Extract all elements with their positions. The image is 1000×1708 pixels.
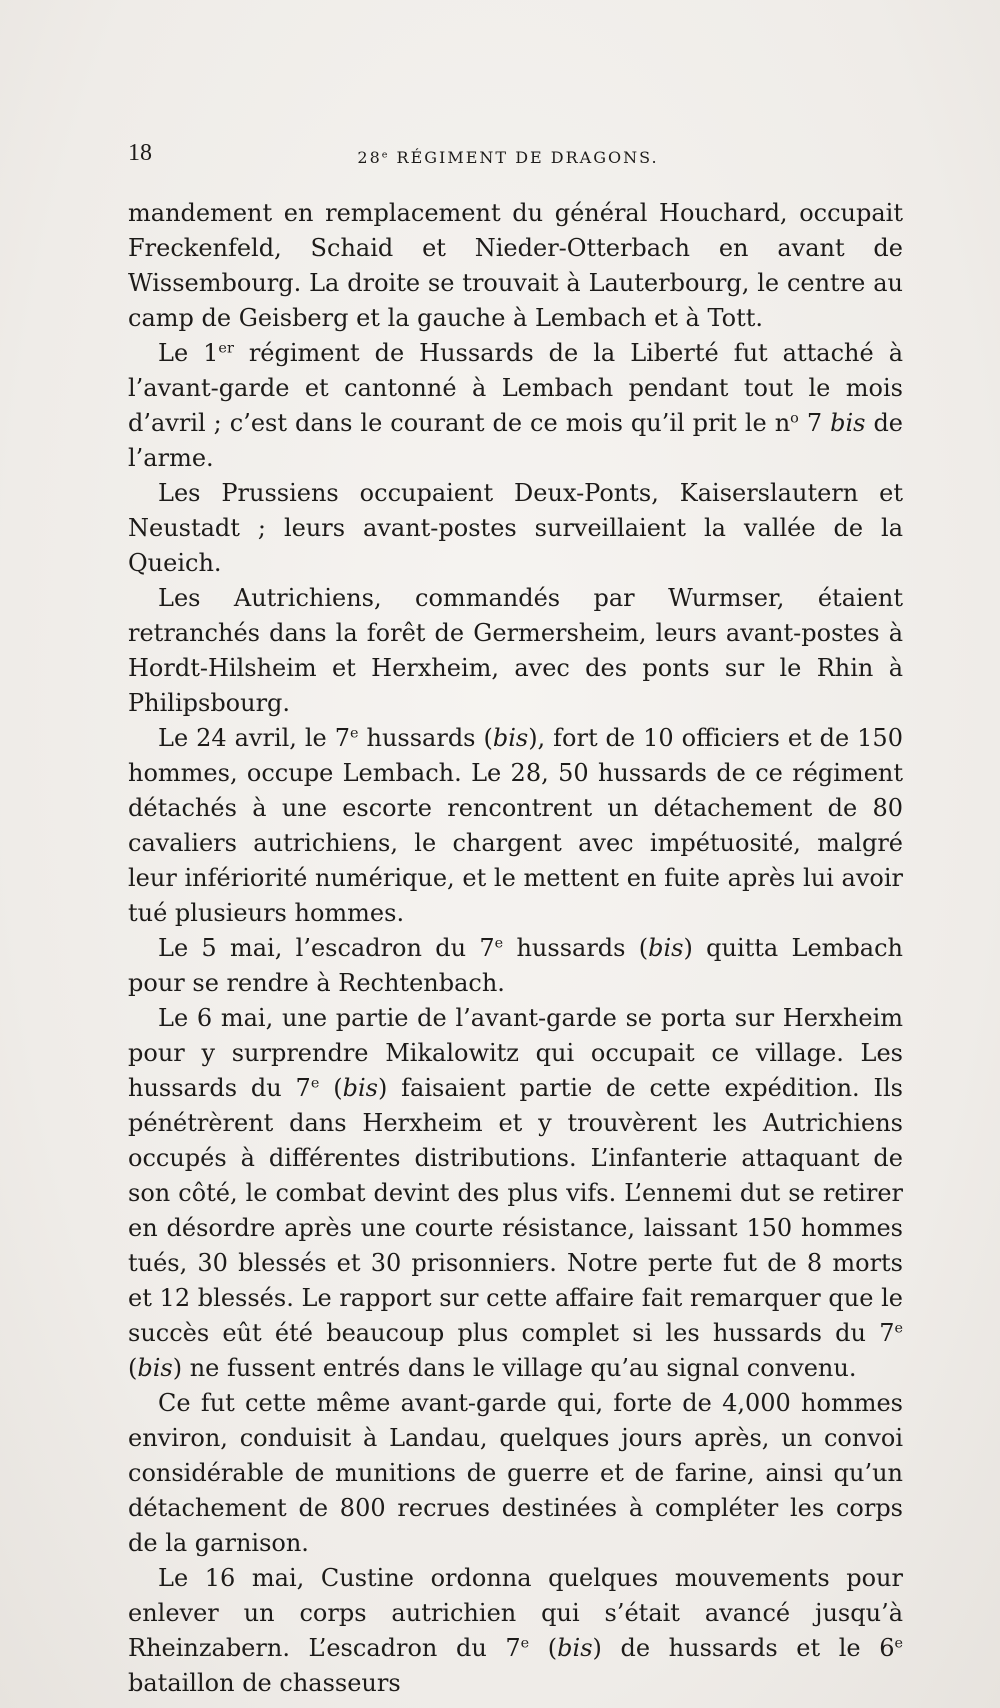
- text-run: (: [529, 1634, 558, 1662]
- superscript: e: [494, 935, 504, 952]
- text-run: ), fort de 10 officiers et de 150 hommes, occupe Lembach. Le 28, 50 hussards de ce régiment détachés à une escorte rencontrent un détachement de 80 cavaliers autrichiens, le chargent avec impétuosité, malgré leur infériorité numérique, et le mettent en fuite après lui avoir tué plusieurs hommes.: [128, 724, 903, 927]
- body-text: [128, 196, 903, 1701]
- text-run: Le 5 mai, l’escadron du 7: [158, 934, 495, 962]
- page-number: 18: [128, 140, 152, 166]
- text-run: 7: [798, 409, 831, 437]
- text-run: bataillon de chasseurs: [128, 1669, 401, 1697]
- italic-text: bis: [492, 724, 529, 752]
- running-title: [128, 148, 888, 167]
- superscript: e: [310, 1075, 320, 1092]
- paragraph: [128, 931, 903, 1001]
- paragraph: Ce fut cette même avant-garde qui, forte de 4,000 hommes environ, conduisit à Landau, quelques jours après, un convoi considérable de munitions de guerre et de farine, ainsi qu’un détachement de 800 recrues destinées à compléter les corps de la garnison.: [128, 1389, 903, 1557]
- superscript: e: [894, 1320, 903, 1337]
- text-run: (: [128, 1354, 138, 1382]
- paragraph: mandement en remplacement du général Houchard, occupait Freckenfeld, Schaid et Nieder-Otterbach en avant de Wissembourg. La droite se trouvait à Lauterbourg, le centre au camp de Geisberg et la gauche à Lembach et à Tott.: [128, 199, 903, 332]
- page-header: [128, 140, 888, 180]
- italic-text: bis: [137, 1354, 173, 1382]
- running-title-number: 28: [357, 148, 382, 167]
- running-title-superscript: e: [381, 149, 390, 161]
- paragraph: [128, 1001, 903, 1386]
- text-run: Le 1: [158, 339, 219, 367]
- superscript: er: [218, 340, 234, 357]
- text-run: ) ne fussent entrés dans le village qu’au signal convenu.: [172, 1354, 857, 1382]
- superscript: e: [520, 1635, 530, 1652]
- paragraph: [128, 721, 903, 931]
- superscript: o: [790, 410, 799, 427]
- italic-text: bis: [342, 1074, 378, 1102]
- text-run: régiment de Hussards de la Liberté fut attaché à l’avant-garde et cantonné à Lembach pendant tout le mois d’avril ; c’est dans le courant de ce mois qu’il prit le n: [128, 339, 903, 437]
- paragraph: Les Prussiens occupaient Deux-Ponts, Kaiserslautern et Neustadt ; leurs avant-postes surveillaient la vallée de la Queich.: [128, 479, 903, 577]
- paragraph: Les Autrichiens, commandés par Wurmser, étaient retranchés dans la forêt de Germersheim, leurs avant-postes à Hordt-Hilsheim et Herxheim, avec des ponts sur le Rhin à Philipsbourg.: [128, 584, 903, 717]
- text-run: ) quitta Lembach pour se rendre à Rechtenbach.: [128, 934, 903, 997]
- italic-text: bis: [830, 409, 866, 437]
- text-run: Le 24 avril, le 7: [158, 724, 350, 752]
- italic-text: bis: [648, 934, 684, 962]
- text-run: ) faisaient partie de cette expédition. Ils pénétrèrent dans Herxheim et y trouvèrent les Autrichiens occupés à différentes distributions. L’infanterie attaquant de son côté, le combat devint des plus vifs. L’ennemi dut se retirer en désordre après une courte résistance, laissant 150 hommes tués, 30 blessés et 30 prisonniers. Notre perte fut de 8 morts et 12 blessés. Le rapport sur cette affaire fait remarquer que le succès eût été beaucoup plus complet si les hussards du 7: [128, 1074, 904, 1347]
- text-run: Le 16 mai, Custine ordonna quelques mouvements pour enlever un corps autrichien qui s’était avancé jusqu’à Rheinzabern. L’escadron du 7: [128, 1564, 903, 1662]
- paragraph: [128, 336, 903, 476]
- text-run: ) de hussards et le 6: [592, 1634, 895, 1662]
- text-run: (: [319, 1074, 343, 1102]
- text-run: hussards (: [358, 724, 493, 752]
- paragraph: [128, 1561, 903, 1701]
- superscript: e: [350, 725, 359, 742]
- text-run: de l’arme.: [128, 409, 904, 472]
- superscript: e: [894, 1635, 904, 1652]
- text-run: hussards (: [503, 934, 649, 962]
- text-run: Le 6 mai, une partie de l’avant-garde se porta sur Herxheim pour y surprendre Mikalowitz qui occupait ce village. Les hussards du 7: [128, 1004, 903, 1102]
- running-title-text: RÉGIMENT DE DRAGONS.: [389, 148, 659, 167]
- italic-text: bis: [557, 1634, 593, 1662]
